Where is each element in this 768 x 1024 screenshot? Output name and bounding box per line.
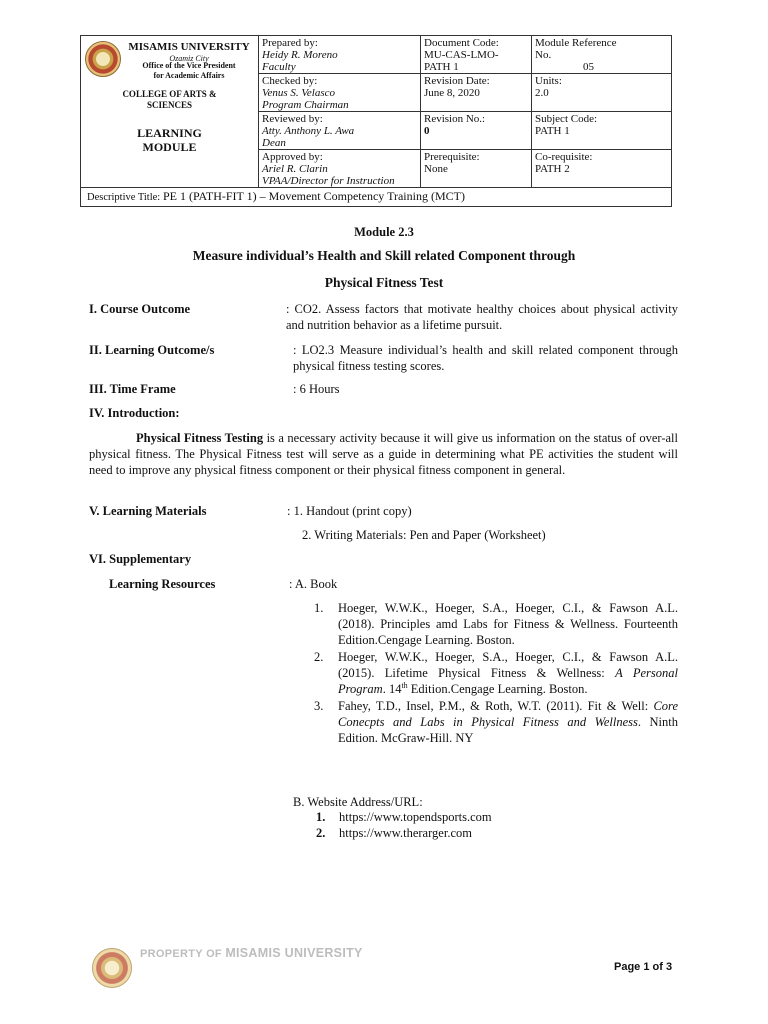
prepared-label: Prepared by: bbox=[262, 37, 318, 49]
revision-date-cell bbox=[421, 74, 532, 112]
book-item-number: 3. bbox=[314, 699, 324, 713]
document-header-table bbox=[80, 35, 672, 207]
website-heading: B. Website Address/URL: bbox=[293, 795, 423, 809]
college-line-2: SCIENCES bbox=[146, 100, 193, 110]
checked-name: Venus S. Velasco bbox=[262, 87, 336, 99]
course-outcome-text: : CO2. Assess factors that motivate healthy choices about physical activity and nutrition behavior as a lifetime pursuit. bbox=[286, 302, 678, 332]
office-line-1: Office of the Vice President bbox=[142, 61, 236, 70]
approved-name: Ariel R. Clarin bbox=[262, 163, 328, 175]
website-item-number: 1. bbox=[316, 810, 326, 824]
revision-no-label: Revision No.: bbox=[424, 113, 486, 125]
institution-cell bbox=[81, 36, 259, 188]
corequisite-value: PATH 2 bbox=[535, 163, 570, 175]
module-title-line-2: Physical Fitness Test bbox=[324, 275, 444, 290]
learning-outcome-label: II. Learning Outcome/s bbox=[89, 343, 215, 357]
page-number bbox=[614, 961, 672, 973]
learning-materials-item-1: : 1. Handout (print copy) bbox=[287, 504, 412, 518]
prerequisite-cell bbox=[421, 150, 532, 188]
prepared-role: Faculty bbox=[262, 61, 296, 73]
introduction-label: IV. Introduction: bbox=[89, 406, 180, 420]
approved-by-cell bbox=[259, 150, 421, 188]
prerequisite-value: None bbox=[424, 163, 448, 175]
units-cell bbox=[532, 74, 672, 112]
doc-code-line-2: PATH 1 bbox=[424, 61, 459, 73]
website-item-number: 2. bbox=[316, 826, 326, 840]
approved-role: VPAA/Director for Instruction bbox=[262, 175, 395, 187]
subject-code-label: Subject Code: bbox=[535, 113, 598, 125]
book-item-text: Edition.Cengage Learning. Boston. bbox=[407, 682, 588, 696]
website-link[interactable]: https://www.topendsports.com bbox=[339, 810, 492, 824]
website-link[interactable]: https://www.therarger.com bbox=[339, 826, 472, 840]
learning-resources-label: Learning Resources bbox=[109, 577, 216, 591]
module-number: Module 2.3 bbox=[354, 225, 414, 239]
book-list bbox=[314, 600, 678, 746]
units-label: Units: bbox=[535, 75, 562, 87]
prerequisite-label: Prerequisite: bbox=[424, 151, 480, 163]
college-name bbox=[81, 89, 258, 111]
page-number-text: Page 1 of 3 bbox=[614, 961, 673, 973]
book-item-text: Hoeger, W.W.K., Hoeger, S.A., Hoeger, C.I., & Fawson A.L. (2018). Principles amd Labs for Fitness & Wellness. Fourteenth Edition.Cengage Learning. Boston. bbox=[338, 601, 678, 647]
website-item bbox=[316, 825, 492, 841]
subject-code-cell bbox=[532, 112, 672, 150]
college-line-1: COLLEGE OF ARTS & bbox=[122, 89, 217, 99]
module-type-line-2: MODULE bbox=[142, 140, 197, 154]
module-ref-label-1: Module Reference bbox=[535, 37, 617, 49]
book-item-text: Hoeger, W.W.K., Hoeger, S.A., Hoeger, C.I., & Fawson A.L. (2015). Lifetime Physical Fitness & Wellness: bbox=[338, 650, 678, 680]
checked-role: Program Chairman bbox=[262, 99, 349, 111]
doc-code-label: Document Code: bbox=[424, 37, 499, 49]
module-type-line-1: LEARNING bbox=[137, 126, 202, 140]
revision-date-value: June 8, 2020 bbox=[424, 87, 480, 99]
module-reference-cell bbox=[532, 36, 672, 74]
learning-outcome-text: : LO2.3 Measure individual’s health and skill related component through physical fitness testing scores. bbox=[293, 343, 678, 373]
book-item bbox=[314, 649, 678, 697]
prepared-by-cell bbox=[259, 36, 421, 74]
reviewed-by-cell bbox=[259, 112, 421, 150]
footer-property-name: MISAMIS UNIVERSITY bbox=[225, 946, 363, 960]
prepared-name: Heidy R. Moreno bbox=[262, 49, 338, 61]
book-item-italic-title: Core Conecpts and Labs in Physical Fitness and Wellness bbox=[338, 699, 678, 729]
approved-label: Approved by: bbox=[262, 151, 323, 163]
subject-code-value: PATH 1 bbox=[535, 125, 570, 137]
office-name bbox=[119, 61, 259, 81]
descriptive-title-cell bbox=[81, 188, 672, 207]
time-frame-text: : 6 Hours bbox=[293, 382, 340, 396]
module-type bbox=[81, 126, 258, 154]
revision-date-label: Revision Date: bbox=[424, 75, 490, 87]
module-ref-label-2: No. bbox=[535, 49, 552, 61]
book-heading: : A. Book bbox=[289, 577, 338, 591]
website-item bbox=[316, 809, 492, 825]
checked-label: Checked by: bbox=[262, 75, 318, 87]
introduction-bold-term: Physical Fitness Testing bbox=[136, 431, 264, 445]
book-item-text: . 14 bbox=[382, 682, 402, 696]
module-ref-value: 05 bbox=[583, 61, 594, 73]
book-item-text: . Ninth Edition. McGraw-Hill. NY bbox=[338, 715, 678, 745]
checked-by-cell bbox=[259, 74, 421, 112]
corequisite-cell bbox=[532, 150, 672, 188]
units-value: 2.0 bbox=[535, 87, 549, 99]
corequisite-label: Co-requisite: bbox=[535, 151, 593, 163]
book-item bbox=[314, 698, 678, 746]
revision-number-cell bbox=[421, 112, 532, 150]
revision-no-value: 0 bbox=[424, 125, 430, 137]
descriptive-title-value: PE 1 (PATH-FIT 1) – Movement Competency Training (MCT) bbox=[162, 189, 465, 203]
footer-seal-logo bbox=[92, 948, 132, 988]
institution-name: MISAMIS UNIVERSITY bbox=[128, 41, 250, 53]
book-item-number: 2. bbox=[314, 650, 324, 664]
footer-property-prefix: PROPERTY OF bbox=[140, 948, 226, 960]
book-item-text: Fahey, T.D., Insel, P.M., & Roth, W.T. (2011). Fit & Well: bbox=[338, 699, 654, 713]
footer-property-notice bbox=[140, 946, 363, 960]
introduction-paragraph bbox=[89, 430, 678, 478]
book-item-number: 1. bbox=[314, 601, 324, 615]
book-item-superscript: th bbox=[401, 680, 408, 690]
reviewed-label: Reviewed by: bbox=[262, 113, 323, 125]
time-frame-label: III. Time Frame bbox=[89, 382, 176, 396]
book-references bbox=[314, 600, 678, 747]
office-line-2: for Academic Affairs bbox=[153, 71, 225, 80]
book-item bbox=[314, 600, 678, 648]
descriptive-title-label: Descriptive Title: bbox=[87, 192, 161, 203]
supplementary-label: VI. Supplementary bbox=[89, 552, 192, 566]
learning-materials-item-2: 2. Writing Materials: Pen and Paper (Worksheet) bbox=[302, 528, 546, 542]
reviewed-name: Atty. Anthony L. Awa bbox=[262, 125, 355, 137]
website-references bbox=[316, 809, 492, 841]
introduction-text: is a necessary activity because it will give us information on the status of over-all physical fitness. The Physical Fitness test will serve as a guide in determining what PE activities the student will need to improve any physical fitness component or their physical fitness component in general. bbox=[89, 431, 678, 477]
document-code-cell bbox=[421, 36, 532, 74]
learning-materials-label: V. Learning Materials bbox=[89, 504, 207, 518]
university-seal-logo bbox=[85, 41, 121, 77]
reviewed-role: Dean bbox=[262, 137, 286, 149]
book-item-italic-title: A Personal Program bbox=[338, 666, 678, 696]
course-outcome-label: I. Course Outcome bbox=[89, 302, 191, 316]
doc-code-line-1: MU-CAS-LMO- bbox=[424, 49, 499, 61]
institution-city: Ozamiz City bbox=[169, 54, 209, 63]
module-title-line-1: Measure individual’s Health and Skill related Component through bbox=[192, 248, 576, 263]
website-list bbox=[316, 809, 492, 841]
